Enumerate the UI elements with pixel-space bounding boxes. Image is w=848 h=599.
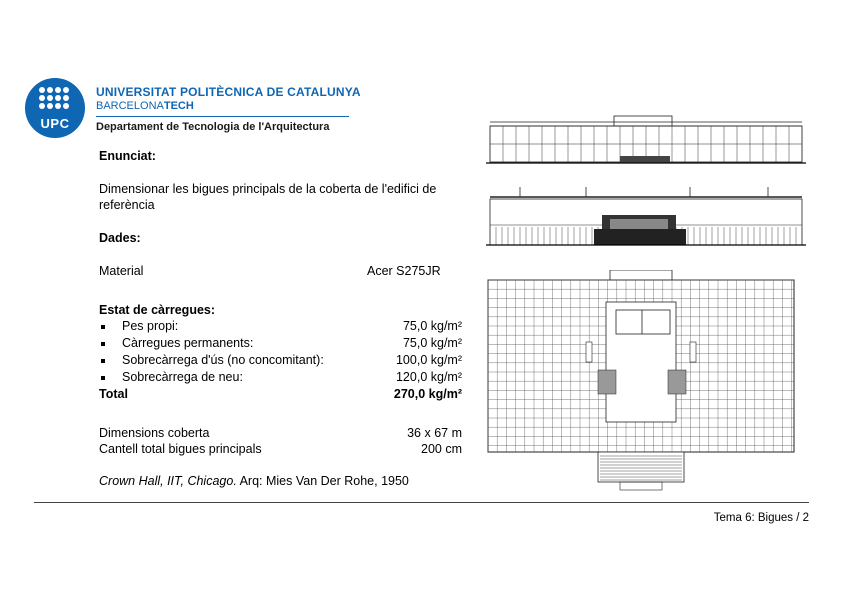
credit-building: Crown Hall, IIT, Chicago. <box>99 474 237 488</box>
credit-architect: Arq: Mies Van Der Rohe, 1950 <box>236 474 409 488</box>
department-name: Departament de Tecnologia de l'Arquitectura <box>96 121 330 133</box>
bullet <box>101 342 105 346</box>
cantell-value: 200 cm <box>421 442 462 456</box>
coberta-value: 36 x 67 m <box>407 426 462 440</box>
load-value-permanents: 75,0 kg/m² <box>402 336 462 350</box>
total-label: Total <box>99 387 128 401</box>
load-value-neu: 120,0 kg/m² <box>395 370 462 384</box>
header-divider <box>96 116 349 117</box>
elevation-section <box>486 185 806 249</box>
carregues-heading: Estat de càrregues: <box>99 303 216 317</box>
dades-heading: Dades: <box>99 231 141 245</box>
bullet <box>101 325 105 329</box>
logo-dots <box>35 85 75 117</box>
load-label-permanents: Càrregues permanents: <box>122 336 254 350</box>
coberta-label: Dimensions coberta <box>99 426 210 440</box>
load-label-neu: Sobrecàrrega de neu: <box>122 370 243 384</box>
elevation-front <box>486 112 806 168</box>
upc-logo <box>25 78 85 138</box>
university-name: UNIVERSITAT POLITÈCNICA DE CATALUNYA <box>96 85 361 99</box>
cantell-label: Cantell total bigues principals <box>99 442 262 456</box>
load-value-pes-propi: 75,0 kg/m² <box>402 319 462 333</box>
total-value: 270,0 kg/m² <box>393 387 462 401</box>
city-suffix: TECH <box>163 100 194 112</box>
bullet <box>101 359 105 363</box>
enunciat-heading: Enunciat: <box>99 149 156 163</box>
page-footer: Tema 6: Bigues / 2 <box>713 512 809 524</box>
floor-plan <box>486 270 806 494</box>
enunciat-text: Dimensionar les bigues principals de la coberta de l'edifici de referència <box>99 182 437 212</box>
city-prefix: BARCELONA <box>96 100 164 112</box>
bullet <box>101 376 105 380</box>
logo-text: UPC <box>40 116 70 131</box>
load-label-us: Sobrecàrrega d'ús (no concomitant): <box>122 353 324 367</box>
material-value: Acer S275JR <box>367 264 441 278</box>
university-city <box>96 100 194 112</box>
load-value-us: 100,0 kg/m² <box>395 353 462 367</box>
material-label: Material <box>99 264 144 278</box>
footer-divider <box>34 502 809 503</box>
load-label-pes-propi: Pes propi: <box>122 319 179 333</box>
credit-line <box>99 474 409 488</box>
